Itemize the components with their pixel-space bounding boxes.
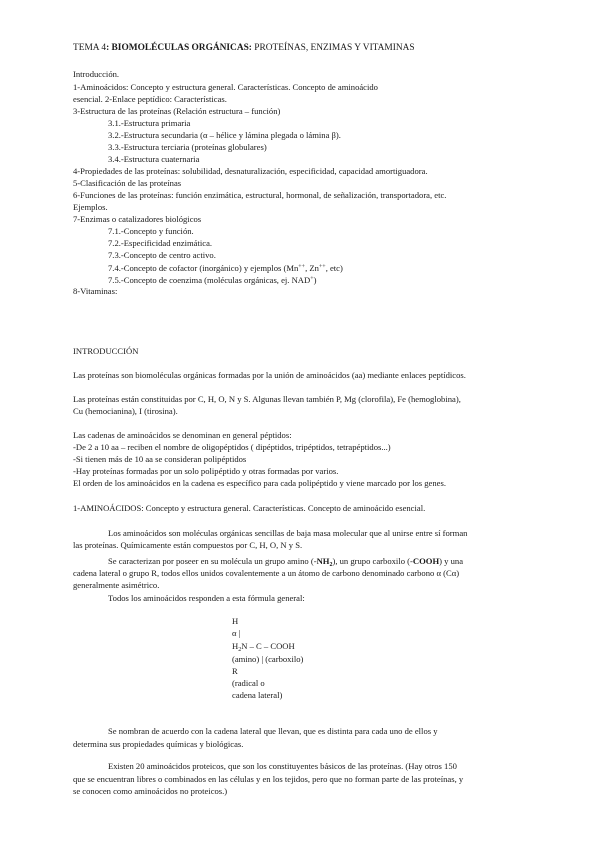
formula-alpha: α | xyxy=(232,628,241,638)
index-7-4-text: 7.4.-Concepto de cofactor (inorgánico) y ejemplos (Mn xyxy=(108,263,299,273)
intro-paragraph-2b: Cu (hemocianina), I (tirosina). xyxy=(73,406,178,416)
section-1-p4b: determina sus propiedades químicas y biológicas. xyxy=(73,739,244,749)
formula-side-chain: cadena lateral) xyxy=(232,690,283,700)
index-line-7: 7-Enzimas o catalizadores biológicos xyxy=(73,214,202,224)
intro-paragraph-3c: -Si tienen más de 10 aa se consideran polipéptidos xyxy=(73,454,247,464)
index-line-3-1: 3.1.-Estructura primaria xyxy=(108,118,191,128)
index-line-8: 8-Vitaminas: xyxy=(73,286,118,296)
intro-paragraph-3d: -Hay proteínas formadas por un solo polipéptido y otras formadas por varios. xyxy=(73,466,339,476)
index-line-6: 6-Funciones de las proteínas: función enzimática, estructural, hormonal, de señalización, transportadora, etc. xyxy=(73,190,447,200)
index-intro: Introducción. xyxy=(73,69,120,79)
index-line-5: 5-Clasificación de las proteínas xyxy=(73,178,182,188)
p2a-text-2: ), un grupo carboxilo (- xyxy=(332,556,413,566)
section-1-p3: Todos los aminoácidos responden a esta fórmula general: xyxy=(108,593,305,603)
carboxyl-formula: COOH xyxy=(412,556,440,566)
index-line-7-2: 7.2.-Especificidad enzimática. xyxy=(108,238,213,248)
index-7-5-text: 7.5.-Concepto de coenzima (moléculas orgánicas, ej. NAD xyxy=(108,275,311,285)
amino-formula: NH xyxy=(316,556,330,566)
formula-h: H xyxy=(232,641,239,651)
intro-paragraph-3a: Las cadenas de aminoácidos se denominan en general péptidos: xyxy=(73,430,292,440)
index-line-7-3: 7.3.-Concepto de centro activo. xyxy=(108,250,216,260)
index-line-2: esencial. 2-Enlace peptídico: Características. xyxy=(73,94,227,104)
section-1-p1b: las proteínas. Químicamente están compuestos por C, H, O, N y S. xyxy=(73,540,303,550)
index-line-7-1: 7.1.-Concepto y función. xyxy=(108,226,194,236)
index-line-7-5 xyxy=(108,274,316,286)
index-line-1: 1-Aminoácidos: Concepto y estructura general. Características. Concepto de aminoácido xyxy=(73,82,378,92)
intro-heading: INTRODUCCIÓN xyxy=(73,346,139,356)
formula-labels: (amino) | (carboxilo) xyxy=(232,654,304,664)
index-7-5-close: ) xyxy=(313,275,317,285)
amino-subscript: 2 xyxy=(329,562,333,568)
zn-charge: ++ xyxy=(318,264,326,270)
section-1-p2c: generalmente asimétrico. xyxy=(73,580,160,590)
intro-paragraph-3b: -De 2 a 10 aa – reciben el nombre de oligopéptidos ( dipéptidos, tripéptidos, tetrapéptidos...) xyxy=(73,442,391,452)
index-line-3: 3-Estructura de las proteínas (Relación estructura – función) xyxy=(73,106,281,116)
p2a-text-3: ) y una xyxy=(439,556,464,566)
nad-charge: + xyxy=(310,276,314,282)
index-line-3-2: 3.2.-Estructura secundaria (α – hélice y lámina plegada o lámina β). xyxy=(108,130,341,140)
index-line-3-4: 3.4.-Estructura cuaternaria xyxy=(108,154,200,164)
section-1-p2b: cadena lateral o grupo R, todos ellos unidos covalentemente a un átomo de carbono denominado carbono α (Cα) xyxy=(73,568,460,578)
section-1-p1a: Los aminoácidos son moléculas orgánicas sencillas de baja masa molecular que al unirse entre sí forman xyxy=(108,528,468,538)
p2a-text-1: Se caracterizan por poseer en su molécula un grupo amino (- xyxy=(108,556,317,566)
formula-radical: (radical o xyxy=(232,678,265,688)
mn-charge: ++ xyxy=(298,264,306,270)
formula-r: R xyxy=(232,666,238,676)
title-prefix: TEMA 4 xyxy=(73,43,107,53)
index-7-4-zn: , Zn xyxy=(305,263,319,273)
formula-chain: N – C – COOH xyxy=(241,641,295,651)
section-1-p5a: Existen 20 aminoácidos proteicos, que son los constituyentes básicos de las proteínas. (Hay otros 150 xyxy=(108,761,457,771)
index-line-6b: Ejemplos. xyxy=(73,202,108,212)
section-1-heading: 1-AMINOÁCIDOS: Concepto y estructura general. Características. Concepto de aminoácido esencial. xyxy=(73,503,426,513)
section-1-p4a: Se nombran de acuerdo con la cadena lateral que llevan, que es distinta para cada uno de ellos y xyxy=(108,726,438,736)
intro-paragraph-1: Las proteínas son biomoléculas orgánicas formadas por la unión de aminoácidos (aa) mediante enlaces peptídicos. xyxy=(73,370,466,380)
intro-paragraph-2a: Las proteínas están constituidas por C, H, O, N y S. Algunas llevan también P, Mg (clorofila), Fe (hemoglobina), xyxy=(73,394,461,404)
title-rest: PROTEÍNAS, ENZIMAS Y VITAMINAS xyxy=(251,43,415,53)
title-bold: : BIOMOLÉCULAS ORGÁNICAS: xyxy=(106,43,252,53)
section-1-p5b: que se encuentran libres o combinados en las células y en los tejidos, pero que no forman parte de las proteínas, y xyxy=(73,774,464,784)
document-title xyxy=(73,43,415,54)
index-line-4: 4-Propiedades de las proteínas: solubilidad, desnaturalización, especificidad, capacidad amortiguadora. xyxy=(73,166,428,176)
intro-paragraph-3e: El orden de los aminoácidos en la cadena es específico para cada polipéptido y viene marcado por los genes. xyxy=(73,478,446,488)
formula-h-top: H xyxy=(232,616,239,626)
index-line-3-3: 3.3.-Estructura terciaria (proteínas globulares) xyxy=(108,142,267,152)
formula-h-subscript: 2 xyxy=(238,647,242,653)
index-7-4-etc: , etc) xyxy=(325,263,343,273)
index-line-7-4 xyxy=(108,262,343,274)
section-1-p5c: se conocen como aminoácidos no proteicos.) xyxy=(73,786,228,796)
